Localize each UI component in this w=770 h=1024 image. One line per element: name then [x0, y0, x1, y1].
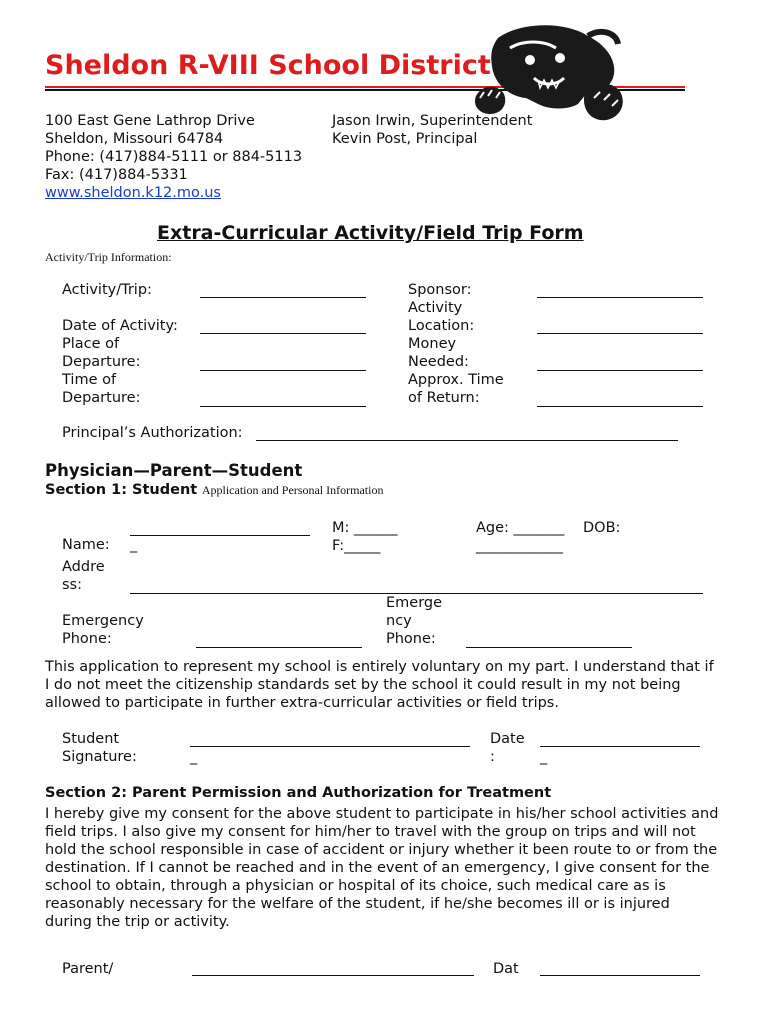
name-field-tail: _	[130, 537, 138, 553]
place-departure-label: Departure:	[62, 354, 141, 370]
parent-date-label: Dat	[493, 961, 519, 977]
section1-title: Section 1: Student	[45, 482, 198, 498]
principal-line: Kevin Post, Principal	[332, 131, 478, 147]
place-of-departure-field[interactable]	[200, 370, 366, 371]
section1-subtitle: Application and Personal Information	[201, 483, 384, 497]
money-label: Money	[408, 336, 457, 352]
emergency-label-2b: ncy	[386, 613, 412, 629]
principal-authorization-field[interactable]	[256, 440, 678, 441]
address-line-2: Sheldon, Missouri 64784	[45, 131, 224, 147]
district-title: Sheldon R-VIII School District	[45, 50, 491, 81]
signature-field-tail: _	[190, 749, 198, 765]
parent-label: Parent/	[62, 961, 114, 977]
student-label: Student	[62, 731, 120, 747]
emergency-phone-field-2[interactable]	[466, 647, 632, 648]
of-return-label: of Return:	[408, 390, 480, 406]
activity-trip-field[interactable]	[200, 297, 366, 298]
time-of-label: Time of	[62, 372, 117, 388]
form-title: Extra-Curricular Activity/Field Trip Form	[157, 222, 584, 244]
money-needed-field[interactable]	[537, 370, 703, 371]
male-field[interactable]: M: ______	[332, 520, 398, 536]
female-field[interactable]: F:_____	[332, 538, 381, 554]
emergency-label: Emergency	[62, 613, 144, 629]
time-departure-label: Departure:	[62, 390, 141, 406]
parent-date-field[interactable]	[540, 975, 700, 976]
trip-info-label: Activity/Trip Information:	[45, 250, 172, 264]
date-of-activity-field[interactable]	[200, 333, 366, 334]
section1-subheading	[45, 481, 383, 499]
emergency-phone-field-1[interactable]	[196, 647, 362, 648]
dob-label: DOB:	[583, 520, 621, 536]
age-field[interactable]: Age: _______	[476, 520, 565, 536]
address-label-2: ss:	[62, 577, 82, 593]
emergency-phone-label: Phone:	[62, 631, 112, 647]
voluntary-statement: This application to represent my school is entirely voluntary on my part. I understand that if I do not meet the citizenship standards set by the school it could result in my not being allowed to participate in further extra-curricular activities or field trips.	[45, 659, 714, 711]
superintendent-line: Jason Irwin, Superintendent	[332, 113, 533, 129]
section-heading: Physician—Parent—Student	[45, 461, 303, 480]
name-label: Name:	[62, 537, 110, 553]
fax-line: Fax: (417)884-5331	[45, 167, 188, 183]
place-of-label: Place of	[62, 336, 120, 352]
date-label: Date	[490, 731, 525, 747]
return-time-field[interactable]	[537, 406, 703, 407]
signature-label: Signature:	[62, 749, 137, 765]
address-label-1: Addre	[62, 559, 105, 575]
address-line-1: 100 East Gene Lathrop Drive	[45, 113, 255, 129]
parent-signature-field[interactable]	[192, 975, 474, 976]
emergency-phone-label-2: Phone:	[386, 631, 436, 647]
website-link[interactable]: www.sheldon.k12.mo.us	[45, 185, 221, 201]
time-of-departure-field[interactable]	[200, 406, 366, 407]
consent-paragraph: I hereby give my consent for the above student to participate in his/her school activities and field trips. I also give my consent for him/her to travel with the group on trips and will not hold the school responsible in case of accident or injury whether it been route to or from the destination. If I cannot be reached and in the event of an emergency, I give consent for the school to obtain, through a physician or hospital of its choice, such medical care as is reasonably necessary for the welfare of the student, if he/she becomes ill or is injured during the trip or activity.	[45, 806, 719, 930]
activity-location-field[interactable]	[537, 333, 703, 334]
date-field-tail: _	[540, 749, 548, 765]
dob-field[interactable]: ____________	[476, 538, 563, 554]
phone-line: Phone: (417)884-5111 or 884-5113	[45, 149, 303, 165]
needed-label: Needed:	[408, 354, 469, 370]
date-colon: :	[490, 749, 495, 765]
date-of-activity-label: Date of Activity:	[62, 318, 178, 334]
student-signature-field[interactable]	[190, 746, 470, 747]
section2-heading: Section 2: Parent Permission and Authorization for Treatment	[45, 785, 552, 801]
activity-label: Activity	[408, 300, 463, 316]
student-date-field[interactable]	[540, 746, 700, 747]
emergency-label-2a: Emerge	[386, 595, 443, 611]
sponsor-field[interactable]	[537, 297, 703, 298]
principal-authorization-label: Principal’s Authorization:	[62, 425, 243, 441]
approx-time-label: Approx. Time	[408, 372, 504, 388]
location-label: Location:	[408, 318, 475, 334]
activity-trip-label: Activity/Trip:	[62, 282, 152, 298]
sponsor-label: Sponsor:	[408, 282, 472, 298]
student-name-field[interactable]	[130, 535, 310, 536]
